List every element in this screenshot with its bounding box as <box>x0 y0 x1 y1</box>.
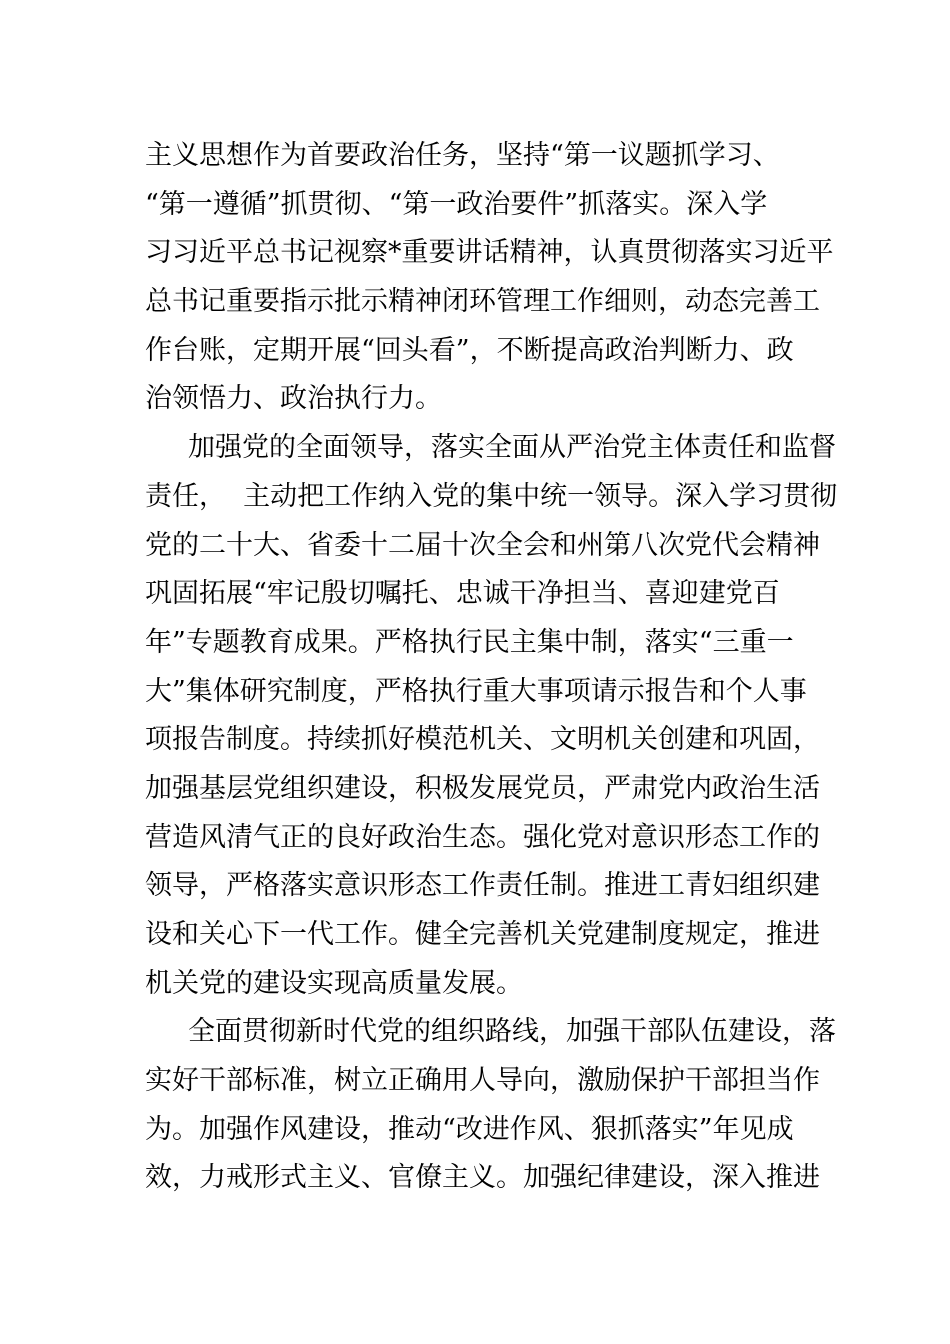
text-line: 主义思想作为首要政治任务，坚持“第一议题抓学习、 <box>145 140 780 171</box>
text-line: 总书记重要指示批示精神闭环管理工作细则，动态完善工 <box>145 286 820 318</box>
text-line: 责任， 主动把工作纳入党的集中统一领导。深入学习贯彻 <box>145 480 838 512</box>
text-line: 治领悟力、政治执行力。 <box>145 383 442 415</box>
text-line: 实好干部标准，树立正确用人导向，激励保护干部担当作 <box>145 1065 820 1097</box>
paragraph-start-line: 全面贯彻新时代党的组织路线，加强干部队伍建设，落 <box>188 1016 836 1048</box>
text-line: 大”集体研究制度，严格执行重大事项请示报告和个人事 <box>145 675 807 707</box>
document-body <box>145 132 838 1203</box>
text-line: 加强基层党组织建设，积极发展党员，严肃党内政治生活 <box>145 772 820 804</box>
text-line: 效，力戒形式主义、官僚主义。加强纪律建设，深入推进 <box>145 1162 820 1194</box>
text-line: 机关党的建设实现高质量发展。 <box>145 967 523 999</box>
text-line: “第一遵循”抓贯彻、“第一政治要件”抓落实。深入学 <box>145 188 768 220</box>
text-line: 领导，严格落实意识形态工作责任制。推进工青妇组织建 <box>145 870 820 902</box>
text-line: 党的二十大、省委十二届十次全会和州第八次党代会精神 <box>145 529 820 561</box>
text-line: 为。加强作风建设，推动“改进作风、狠抓落实”年见成 <box>145 1113 794 1145</box>
text-line: 巩固拓展“牢记殷切嘱托、忠诚干净担当、喜迎建党百 <box>145 578 780 610</box>
text-line: 作台账，定期开展“回头看”，不断提高政治判断力、政 <box>145 334 794 366</box>
text-line: 营造风清气正的良好政治生态。强化党对意识形态工作的 <box>145 821 820 853</box>
text-line: 习习近平总书记视察*重要讲话精神，认真贯彻落实习近平 <box>145 237 834 269</box>
text-line: 设和关心下一代工作。健全完善机关党建制度规定，推进 <box>145 919 820 950</box>
text-line: 项报告制度。持续抓好模范机关、文明机关创建和巩固， <box>145 724 820 756</box>
paragraph-start-line: 加强党的全面领导，落实全面从严治党主体责任和监督 <box>188 432 836 464</box>
text-line: 年”专题教育成果。严格执行民主集中制，落实“三重一 <box>145 626 794 658</box>
